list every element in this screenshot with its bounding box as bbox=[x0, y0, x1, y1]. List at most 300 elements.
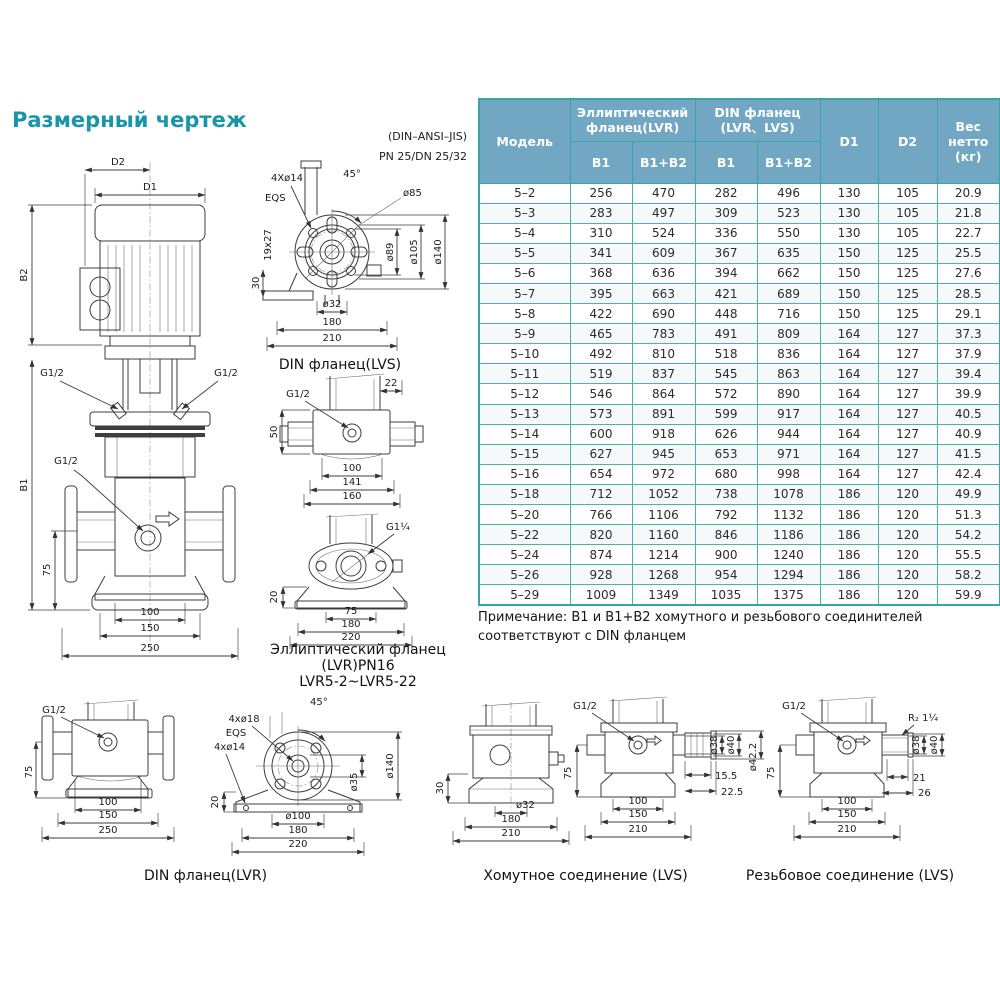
value-cell: 127 bbox=[878, 424, 937, 444]
angle-label: 45° bbox=[310, 697, 328, 708]
value-cell: 572 bbox=[695, 384, 757, 404]
dims bbox=[563, 731, 764, 841]
dim150-label: 150 bbox=[837, 809, 857, 820]
col-header-elliptical: Эллиптический фланец(LVR) bbox=[570, 99, 695, 141]
value-cell: 186 bbox=[820, 585, 878, 606]
value-cell: 42.4 bbox=[937, 464, 1000, 484]
value-cell: 367 bbox=[695, 243, 757, 263]
port-callouts bbox=[40, 368, 238, 531]
value-cell: 1052 bbox=[632, 484, 695, 504]
motor-outline bbox=[80, 205, 205, 359]
value-cell: 766 bbox=[570, 505, 632, 525]
value-cell: 635 bbox=[757, 243, 820, 263]
value-cell: 550 bbox=[757, 223, 820, 243]
elliptical-flange-view-drawing bbox=[268, 512, 473, 647]
elliptical-flange-side-drawing bbox=[268, 372, 473, 512]
dim220-label: 220 bbox=[288, 839, 308, 850]
value-cell: 51.3 bbox=[937, 505, 1000, 525]
table-row bbox=[479, 223, 1000, 243]
value-cell: 689 bbox=[757, 283, 820, 303]
value-cell: 609 bbox=[632, 243, 695, 263]
port-label-g12-right: G1/2 bbox=[214, 368, 238, 379]
standard-label: (DIN–ANSI–JIS) bbox=[388, 130, 467, 143]
dim100-label: 100 bbox=[98, 797, 118, 808]
dim21-label: 21 bbox=[913, 773, 926, 784]
value-cell: 39.4 bbox=[937, 364, 1000, 384]
value-cell: 918 bbox=[632, 424, 695, 444]
value-cell: 600 bbox=[570, 424, 632, 444]
model-cell: 5–13 bbox=[479, 404, 570, 424]
elliptical-caption-line1: Эллиптический фланец (LVR)PN16 bbox=[270, 642, 446, 674]
page-title: Размерный чертеж bbox=[12, 108, 247, 132]
value-cell: 120 bbox=[878, 525, 937, 545]
value-cell: 41.5 bbox=[937, 444, 1000, 464]
dims bbox=[435, 774, 569, 845]
value-cell: 164 bbox=[820, 344, 878, 364]
outline bbox=[796, 697, 913, 797]
value-cell: 954 bbox=[695, 565, 757, 585]
dim75-label: 75 bbox=[563, 766, 574, 780]
slot-label: 19x27 bbox=[263, 229, 274, 261]
table-row bbox=[479, 424, 1000, 444]
table-row bbox=[479, 263, 1000, 283]
value-cell: 164 bbox=[820, 324, 878, 344]
threaded-connection-drawing bbox=[762, 695, 997, 853]
value-cell: 130 bbox=[820, 203, 878, 223]
value-cell: 54.2 bbox=[937, 525, 1000, 545]
d38-label: ø38 bbox=[709, 735, 720, 755]
model-cell: 5–22 bbox=[479, 525, 570, 545]
dim100-label: 100 bbox=[628, 796, 648, 807]
d100-label: ø100 bbox=[285, 811, 311, 822]
dim180-label: 180 bbox=[288, 825, 308, 836]
value-cell: 653 bbox=[695, 444, 757, 464]
col-header-d1: D1 bbox=[820, 99, 878, 183]
col-header-din: DIN фланец (LVR、LVS) bbox=[695, 99, 820, 141]
value-cell: 1240 bbox=[757, 545, 820, 565]
port-label-g12-center: G1/2 bbox=[54, 456, 78, 467]
value-cell: 890 bbox=[757, 384, 820, 404]
value-cell: 120 bbox=[878, 484, 937, 504]
dim210-label: 210 bbox=[628, 824, 648, 835]
table-row bbox=[479, 283, 1000, 303]
value-cell: 1035 bbox=[695, 585, 757, 606]
model-cell: 5–6 bbox=[479, 263, 570, 283]
value-cell: 105 bbox=[878, 223, 937, 243]
dim-b2 bbox=[19, 205, 102, 345]
table-row bbox=[479, 484, 1000, 504]
value-cell: 1294 bbox=[757, 565, 820, 585]
value-cell: 891 bbox=[632, 404, 695, 424]
value-cell: 27.6 bbox=[937, 263, 1000, 283]
value-cell: 186 bbox=[820, 565, 878, 585]
d422-label: ø42.2 bbox=[748, 742, 759, 772]
dim160-label: 160 bbox=[342, 491, 362, 502]
g12-label: G1/2 bbox=[782, 701, 806, 712]
value-cell: 491 bbox=[695, 324, 757, 344]
flange-dims bbox=[251, 215, 449, 351]
d89-label: ø89 bbox=[385, 242, 396, 262]
d105-label: ø105 bbox=[409, 239, 420, 265]
table-row bbox=[479, 344, 1000, 364]
value-cell: 49.9 bbox=[937, 484, 1000, 504]
value-cell: 1132 bbox=[757, 505, 820, 525]
dim100-label: 100 bbox=[342, 463, 362, 474]
value-cell: 680 bbox=[695, 464, 757, 484]
value-cell: 523 bbox=[757, 203, 820, 223]
value-cell: 29.1 bbox=[937, 304, 1000, 324]
value-cell: 125 bbox=[878, 304, 937, 324]
dim141-label: 141 bbox=[342, 477, 362, 488]
value-cell: 186 bbox=[820, 484, 878, 504]
dim210-label: 210 bbox=[837, 824, 857, 835]
dim225-label: 22.5 bbox=[721, 787, 744, 798]
dim-label-d1: D1 bbox=[142, 182, 158, 193]
value-cell: 1268 bbox=[632, 565, 695, 585]
d140-label: ø140 bbox=[385, 753, 396, 779]
holes-label: 4Xø14 bbox=[270, 173, 304, 184]
model-cell: 5–26 bbox=[479, 565, 570, 585]
value-cell: 127 bbox=[878, 444, 937, 464]
value-cell: 39.9 bbox=[937, 384, 1000, 404]
dim-label-75: 75 bbox=[42, 563, 53, 577]
model-cell: 5–7 bbox=[479, 283, 570, 303]
dim-label-150: 150 bbox=[140, 623, 160, 634]
value-cell: 1009 bbox=[570, 585, 632, 606]
value-cell: 125 bbox=[878, 243, 937, 263]
value-cell: 545 bbox=[695, 364, 757, 384]
dim20-label: 20 bbox=[210, 795, 221, 809]
value-cell: 150 bbox=[820, 304, 878, 324]
elliptical-caption-line2: LVR5-2~LVR5-22 bbox=[299, 674, 417, 690]
model-cell: 5–16 bbox=[479, 464, 570, 484]
dim180-label: 180 bbox=[501, 814, 521, 825]
value-cell: 130 bbox=[820, 183, 878, 203]
dim180-label: 180 bbox=[341, 619, 361, 630]
table-row bbox=[479, 404, 1000, 424]
value-cell: 40.5 bbox=[937, 404, 1000, 424]
value-cell: 164 bbox=[820, 364, 878, 384]
col-header-weight: Вес нетто (кг) bbox=[937, 99, 1000, 183]
value-cell: 282 bbox=[695, 183, 757, 203]
value-cell: 972 bbox=[632, 464, 695, 484]
col-header-b1-din: B1 bbox=[695, 141, 757, 183]
dim50-label: 50 bbox=[269, 425, 280, 439]
value-cell: 120 bbox=[878, 505, 937, 525]
value-cell: 1349 bbox=[632, 585, 695, 606]
dimension-table bbox=[478, 98, 1000, 606]
g114-label: G1¼ bbox=[386, 522, 410, 533]
din-lvs-flange-drawing bbox=[251, 125, 470, 375]
model-cell: 5–18 bbox=[479, 484, 570, 504]
din-lvr-side-drawing bbox=[24, 698, 218, 853]
table-row bbox=[479, 565, 1000, 585]
value-cell: 945 bbox=[632, 444, 695, 464]
table-row bbox=[479, 464, 1000, 484]
value-cell: 186 bbox=[820, 545, 878, 565]
value-cell: 809 bbox=[757, 324, 820, 344]
dim-label-100: 100 bbox=[140, 607, 160, 618]
value-cell: 917 bbox=[757, 404, 820, 424]
model-cell: 5–15 bbox=[479, 444, 570, 464]
value-cell: 810 bbox=[632, 344, 695, 364]
value-cell: 546 bbox=[570, 384, 632, 404]
value-cell: 820 bbox=[570, 525, 632, 545]
value-cell: 1186 bbox=[757, 525, 820, 545]
din-lvr-caption: DIN фланец(LVR) bbox=[143, 868, 268, 884]
value-cell: 150 bbox=[820, 263, 878, 283]
table-body bbox=[479, 183, 1000, 605]
col-header-b1b2: B1+B2 bbox=[632, 141, 695, 183]
value-cell: 394 bbox=[695, 263, 757, 283]
dim-label-d2: D2 bbox=[110, 157, 126, 168]
value-cell: 524 bbox=[632, 223, 695, 243]
value-cell: 599 bbox=[695, 404, 757, 424]
outline bbox=[469, 702, 564, 810]
table-row bbox=[479, 243, 1000, 263]
value-cell: 627 bbox=[570, 444, 632, 464]
dim30-label: 30 bbox=[251, 276, 262, 290]
model-cell: 5–12 bbox=[479, 384, 570, 404]
table-row bbox=[479, 203, 1000, 223]
value-cell: 497 bbox=[632, 203, 695, 223]
value-cell: 150 bbox=[820, 243, 878, 263]
model-cell: 5–10 bbox=[479, 344, 570, 364]
value-cell: 341 bbox=[570, 243, 632, 263]
value-cell: 783 bbox=[632, 324, 695, 344]
table-row bbox=[479, 304, 1000, 324]
value-cell: 164 bbox=[820, 464, 878, 484]
value-cell: 55.5 bbox=[937, 545, 1000, 565]
d32-label: ø32 bbox=[322, 299, 342, 310]
d38-label: ø38 bbox=[911, 735, 922, 755]
g12-label: G1/2 bbox=[42, 705, 66, 716]
value-cell: 846 bbox=[695, 525, 757, 545]
din-lvr-flange-drawing bbox=[212, 692, 432, 864]
table-row bbox=[479, 183, 1000, 203]
value-cell: 127 bbox=[878, 344, 937, 364]
value-cell: 690 bbox=[632, 304, 695, 324]
value-cell: 130 bbox=[820, 223, 878, 243]
dim75-label: 75 bbox=[344, 606, 358, 617]
value-cell: 1160 bbox=[632, 525, 695, 545]
dim20-label: 20 bbox=[269, 590, 280, 604]
d140-label: ø140 bbox=[433, 239, 444, 265]
dim22-label: 22 bbox=[384, 378, 398, 389]
value-cell: 150 bbox=[820, 283, 878, 303]
value-cell: 120 bbox=[878, 585, 937, 606]
dim75-label: 75 bbox=[24, 765, 35, 779]
main-pump-drawing bbox=[19, 148, 272, 673]
holes14-label: 4xø14 bbox=[214, 742, 246, 753]
value-cell: 716 bbox=[757, 304, 820, 324]
outline bbox=[587, 697, 716, 797]
value-cell: 125 bbox=[878, 263, 937, 283]
value-cell: 20.9 bbox=[937, 183, 1000, 203]
model-cell: 5–8 bbox=[479, 304, 570, 324]
table-row bbox=[479, 384, 1000, 404]
value-cell: 186 bbox=[820, 505, 878, 525]
value-cell: 864 bbox=[632, 384, 695, 404]
value-cell: 448 bbox=[695, 304, 757, 324]
model-cell: 5–4 bbox=[479, 223, 570, 243]
model-cell: 5–5 bbox=[479, 243, 570, 263]
dim100-label: 100 bbox=[837, 796, 857, 807]
dim210-label: 210 bbox=[322, 333, 342, 344]
value-cell: 662 bbox=[757, 263, 820, 283]
model-cell: 5–29 bbox=[479, 585, 570, 606]
dim150-label: 150 bbox=[628, 809, 648, 820]
col-header-b1: B1 bbox=[570, 141, 632, 183]
value-cell: 127 bbox=[878, 404, 937, 424]
dims bbox=[269, 587, 412, 649]
value-cell: 40.9 bbox=[937, 424, 1000, 444]
g12-label: G1/2 bbox=[286, 389, 310, 400]
threaded-caption: Резьбовое соединение (LVS) bbox=[745, 868, 955, 884]
table-row bbox=[479, 525, 1000, 545]
model-cell: 5–20 bbox=[479, 505, 570, 525]
value-cell: 738 bbox=[695, 484, 757, 504]
d35-label: ø35 bbox=[349, 772, 360, 792]
model-cell: 5–11 bbox=[479, 364, 570, 384]
dim30-label: 30 bbox=[435, 781, 446, 795]
d85-label: ø85 bbox=[403, 188, 422, 199]
value-cell: 58.2 bbox=[937, 565, 1000, 585]
angle-label: 45° bbox=[343, 169, 361, 180]
dim26-label: 26 bbox=[918, 788, 931, 799]
value-cell: 712 bbox=[570, 484, 632, 504]
value-cell: 874 bbox=[570, 545, 632, 565]
value-cell: 105 bbox=[878, 183, 937, 203]
value-cell: 421 bbox=[695, 283, 757, 303]
value-cell: 164 bbox=[820, 384, 878, 404]
value-cell: 626 bbox=[695, 424, 757, 444]
value-cell: 863 bbox=[757, 364, 820, 384]
value-cell: 25.5 bbox=[937, 243, 1000, 263]
model-cell: 5–14 bbox=[479, 424, 570, 444]
value-cell: 1106 bbox=[632, 505, 695, 525]
eqs-label: EQS bbox=[225, 728, 247, 739]
col-header-b1b2-din: B1+B2 bbox=[757, 141, 820, 183]
model-cell: 5–9 bbox=[479, 324, 570, 344]
g12-label: G1/2 bbox=[573, 701, 597, 712]
value-cell: 127 bbox=[878, 324, 937, 344]
dim155-label: 15.5 bbox=[715, 771, 738, 782]
value-cell: 310 bbox=[570, 223, 632, 243]
elliptical-caption bbox=[238, 642, 478, 690]
table-row bbox=[479, 444, 1000, 464]
value-cell: 37.3 bbox=[937, 324, 1000, 344]
value-cell: 59.9 bbox=[937, 585, 1000, 606]
table-row bbox=[479, 364, 1000, 384]
value-cell: 519 bbox=[570, 364, 632, 384]
dims bbox=[766, 734, 945, 841]
value-cell: 309 bbox=[695, 203, 757, 223]
table-row bbox=[479, 324, 1000, 344]
value-cell: 836 bbox=[757, 344, 820, 364]
value-cell: 971 bbox=[757, 444, 820, 464]
value-cell: 256 bbox=[570, 183, 632, 203]
dim220-label: 220 bbox=[341, 632, 361, 643]
value-cell: 127 bbox=[878, 464, 937, 484]
outline bbox=[280, 374, 423, 459]
dim-label-250: 250 bbox=[140, 643, 160, 654]
value-cell: 1214 bbox=[632, 545, 695, 565]
d40-label: ø40 bbox=[726, 735, 737, 755]
value-cell: 186 bbox=[820, 525, 878, 545]
holes18-label: 4xø18 bbox=[228, 714, 260, 725]
value-cell: 1375 bbox=[757, 585, 820, 606]
pn-label: PN 25/DN 25/32 bbox=[379, 150, 467, 163]
value-cell: 127 bbox=[878, 384, 937, 404]
dim75-label: 75 bbox=[766, 766, 777, 780]
table-note: Примечание: B1 и B1+B2 хомутного и резьбового соединителей соответствуют с DIN фланцем bbox=[478, 610, 923, 644]
bottom-dims bbox=[62, 603, 238, 660]
clamp-side-b-drawing bbox=[565, 695, 780, 853]
value-cell: 792 bbox=[695, 505, 757, 525]
col-header-d2: D2 bbox=[878, 99, 937, 183]
value-cell: 164 bbox=[820, 404, 878, 424]
value-cell: 465 bbox=[570, 324, 632, 344]
port-label-g12-left: G1/2 bbox=[40, 368, 64, 379]
value-cell: 518 bbox=[695, 344, 757, 364]
value-cell: 492 bbox=[570, 344, 632, 364]
value-cell: 470 bbox=[632, 183, 695, 203]
dim150-label: 150 bbox=[98, 810, 118, 821]
value-cell: 998 bbox=[757, 464, 820, 484]
value-cell: 127 bbox=[878, 364, 937, 384]
value-cell: 573 bbox=[570, 404, 632, 424]
d32-label: ø32 bbox=[516, 800, 535, 811]
table-row bbox=[479, 505, 1000, 525]
value-cell: 900 bbox=[695, 545, 757, 565]
dim180-label: 180 bbox=[322, 317, 342, 328]
eqs-label: EQS bbox=[265, 193, 286, 204]
value-cell: 283 bbox=[570, 203, 632, 223]
model-cell: 5–2 bbox=[479, 183, 570, 203]
clamp-caption: Хомутное соединение (LVS) bbox=[483, 868, 688, 884]
d40-label: ø40 bbox=[929, 735, 940, 755]
dim-b1 bbox=[19, 360, 90, 610]
value-cell: 336 bbox=[695, 223, 757, 243]
value-cell: 368 bbox=[570, 263, 632, 283]
table-row bbox=[479, 585, 1000, 606]
value-cell: 21.8 bbox=[937, 203, 1000, 223]
value-cell: 395 bbox=[570, 283, 632, 303]
value-cell: 654 bbox=[570, 464, 632, 484]
value-cell: 928 bbox=[570, 565, 632, 585]
model-cell: 5–3 bbox=[479, 203, 570, 223]
value-cell: 837 bbox=[632, 364, 695, 384]
table-head bbox=[479, 99, 1000, 183]
dim250-label: 250 bbox=[98, 825, 118, 836]
value-cell: 944 bbox=[757, 424, 820, 444]
dim-label-b2: B2 bbox=[19, 268, 30, 282]
value-cell: 28.5 bbox=[937, 283, 1000, 303]
value-cell: 105 bbox=[878, 203, 937, 223]
value-cell: 125 bbox=[878, 283, 937, 303]
value-cell: 636 bbox=[632, 263, 695, 283]
dim210-label: 210 bbox=[501, 828, 521, 839]
value-cell: 120 bbox=[878, 545, 937, 565]
dim-label-b1: B1 bbox=[19, 478, 30, 492]
value-cell: 37.9 bbox=[937, 344, 1000, 364]
value-cell: 164 bbox=[820, 444, 878, 464]
value-cell: 120 bbox=[878, 565, 937, 585]
thread-size-label: R₂ 1¼ bbox=[908, 713, 939, 724]
col-header-model: Модель bbox=[479, 99, 570, 183]
dim-75 bbox=[42, 531, 77, 610]
